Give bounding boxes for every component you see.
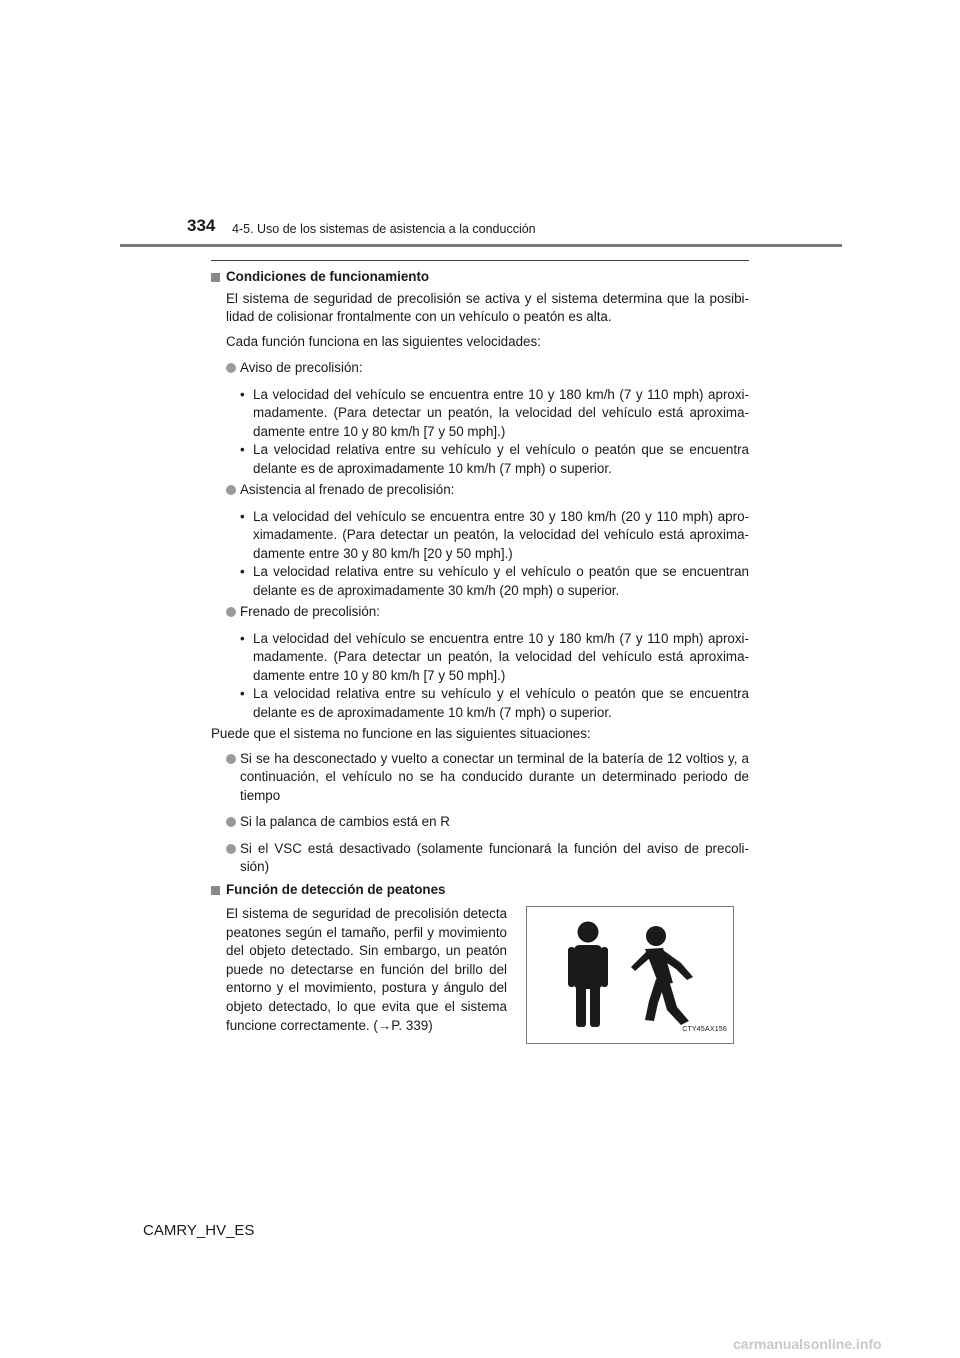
heading-text: Función de detección de peatones: [226, 881, 446, 897]
list-item: [211, 508, 749, 564]
list-item: [211, 386, 749, 442]
list-item: [211, 630, 749, 686]
situation-text: Si se ha desconectado y vuelto a conectar un terminal de la batería de 12 voltios y, a continuación, el vehículo no se ha conducido durante un determinado periodo de tiempo: [240, 750, 749, 803]
pedestrian-detection-row: [211, 905, 749, 1065]
situation-item: [211, 840, 749, 877]
not-function-intro: Puede que el sistema no funcione en las siguientes situaciones:: [211, 726, 591, 741]
function-item: [211, 359, 749, 378]
section-rule: [211, 260, 749, 261]
function-bullets: [211, 386, 749, 479]
walking-person-icon: [631, 926, 693, 1025]
bullet-text: La velocidad relativa entre su vehículo y el vehículo o peatón que se encuentran delante es de aproximadamente 30 km/h (20 mph) o superior.: [253, 564, 749, 598]
bullet-text: La velocidad del vehículo se encuentra entre 10 y 180 km/h (7 y 110 mph) aproxi-madamente. (Para detectar un peatón, la velocidad del vehículo está aproxima-damente entre 10 y 80 km/h [7 y 50 mph].): [253, 386, 749, 439]
speeds-intro: Cada función funciona en las siguientes velocidades:: [226, 333, 541, 349]
dot-bullet-icon: •: [240, 442, 245, 457]
bullet-text: La velocidad del vehículo se encuentra entre 30 y 180 km/h (20 y 110 mph) apro-ximadamente. (Para detectar un peatón, la velocidad del vehículo está aproxima-damente entre 30 y 80 km/h [20 y 50 mph].): [253, 508, 749, 561]
not-function-intro-wrap: [196, 725, 749, 744]
function-bullets: [211, 508, 749, 601]
function-title: Aviso de precolisión:: [240, 360, 363, 375]
circle-bullet-icon: [226, 485, 236, 495]
circle-bullet-icon: [226, 844, 236, 854]
function-bullets: [211, 630, 749, 723]
page-content: [211, 268, 749, 1065]
figure-code: CTY45AX156: [682, 1025, 727, 1033]
square-bullet-icon: [211, 273, 220, 282]
list-item: [211, 563, 749, 600]
list-item: [211, 441, 749, 478]
intro-paragraph: El sistema de seguridad de precolisión se activa y el sistema determina que la posibi-lidad de colisionar frontalmente con un vehículo o peatón es alta.: [226, 290, 749, 324]
bullet-text: La velocidad del vehículo se encuentra entre 10 y 180 km/h (7 y 110 mph) aproxi-madamente. (Para detectar un peatón, la velocidad del vehículo está aproxima-damente entre 10 y 80 km/h [7 y 50 mph].): [253, 630, 749, 683]
square-bullet-icon: [211, 886, 220, 895]
circle-bullet-icon: [226, 363, 236, 373]
watermark: carmanualsonline.info: [733, 1336, 882, 1352]
list-item: [211, 685, 749, 722]
heading-text: Condiciones de funcionamiento: [226, 269, 430, 284]
situation-text: Si el VSC está desactivado (solamente funcionará la función del aviso de precoli-sión): [240, 840, 749, 874]
section-heading-pedestrian: [211, 881, 749, 900]
situation-text: Si la palanca de cambios está en R: [240, 814, 450, 829]
situation-item: [211, 750, 749, 806]
standing-person-icon: [568, 922, 608, 1028]
bullet-text: La velocidad relativa entre su vehículo y el vehículo o peatón que se encuentra delante es de aproximadamente 10 km/h (7 mph) o superior.: [253, 686, 749, 720]
dot-bullet-icon: •: [240, 686, 245, 701]
footer-model: CAMRY_HV_ES: [143, 1222, 255, 1239]
function-item: [211, 603, 749, 622]
page-number: 334: [187, 216, 216, 235]
header-rule: [120, 244, 842, 247]
circle-bullet-icon: [226, 817, 236, 827]
chapter-title: 4-5. Uso de los sistemas de asistencia a la conducción: [232, 222, 536, 236]
pedestrian-description: El sistema de seguridad de precolisión detecta peatones según el tamaño, perfil y movimiento del objeto detectado. Sin embargo, un peatón puede no detectarse en función del brillo del entorno y el movimiento, postura y ángulo del objeto detectado, lo que evita que el sistema funcione correctamente. (→P. 339): [226, 906, 507, 1033]
pedestrian-figure: [526, 906, 734, 1044]
dot-bullet-icon: •: [240, 508, 245, 524]
bullet-text: La velocidad relativa entre su vehículo y el vehículo o peatón que se encuentra delante es de aproximadamente 10 km/h (7 mph) o superior.: [253, 442, 749, 476]
circle-bullet-icon: [226, 607, 236, 617]
section-heading-conditions: [211, 268, 749, 287]
dot-bullet-icon: •: [240, 386, 245, 402]
circle-bullet-icon: [226, 754, 236, 764]
function-title: Asistencia al frenado de precolisión:: [240, 482, 455, 497]
dot-bullet-icon: •: [240, 630, 245, 646]
function-item: [211, 481, 749, 500]
function-title: Frenado de precolisión:: [240, 604, 380, 619]
situation-item: [211, 813, 749, 832]
dot-bullet-icon: •: [240, 564, 245, 579]
